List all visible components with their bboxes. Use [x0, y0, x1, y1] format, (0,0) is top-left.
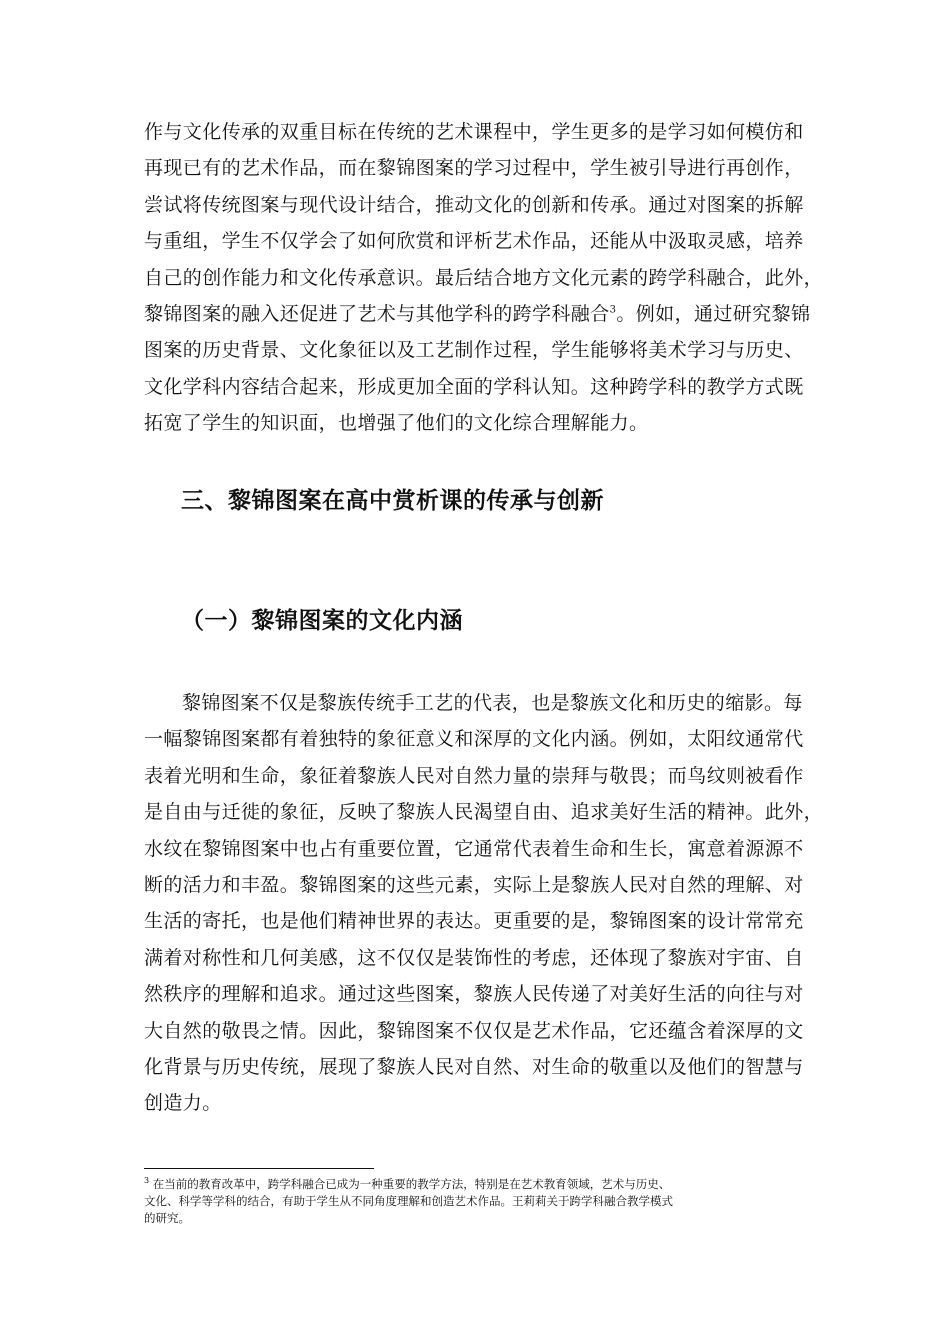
subsection-heading: （一）黎锦图案的文化内涵 — [181, 607, 463, 634]
footnote-reference[interactable]: 3 — [609, 304, 617, 316]
paragraph-line: 化背景与历史传统，展现了黎族人民对自然、对生命的敬重以及他们的智慧与 — [144, 1056, 804, 1079]
paragraph-line: 尝试将传统图案与现代设计结合，推动文化的创新和传承。通过对图案的拆解 — [144, 193, 804, 216]
section-heading: 三、黎锦图案在高中赏析课的传承与创新 — [181, 487, 604, 514]
paragraph-line: 图案的历史背景、文化象征以及工艺制作过程，学生能够将美术学习与历史、 — [144, 339, 804, 362]
paragraph-line: 水纹在黎锦图案中也占有重要位置，它通常代表着生命和生长，寓意着源源不 — [144, 837, 804, 860]
paragraph-text: 。例如，通过研究黎锦 — [616, 303, 811, 326]
footnote — [144, 1176, 808, 1227]
paragraph-line: 黎锦图案不仅是黎族传统手工艺的代表，也是黎族文化和历史的缩影。每 — [182, 692, 803, 714]
paragraph-line: 与重组，学生不仅学会了如何欣赏和评析艺术作品，还能从中汲取灵感，培养 — [144, 230, 804, 253]
paragraph-line: 然秩序的理解和追求。通过这些图案，黎族人民传递了对美好生活的向往与对 — [144, 983, 804, 1006]
footnote-text: 在当前的教育改革中，跨学科融合已成为一种重要的教学方法，特别是在艺术教育领域，艺术与历史、 — [149, 1177, 671, 1191]
paragraph-line: 是自由与迁徙的象征，反映了黎族人民渴望自由、追求美好生活的精神。此外， — [144, 801, 824, 824]
paragraph-line-with-footnote — [144, 296, 811, 332]
paragraph-line: 表着光明和生命，象征着黎族人民对自然力量的崇拜与敬畏；而鸟纹则被看作 — [144, 764, 804, 787]
paragraph-line: 大自然的敬畏之情。因此，黎锦图案不仅仅是艺术作品，它还蕴含着深厚的文 — [144, 1019, 804, 1042]
paragraph-line: 再现已有的艺术作品，而在黎锦图案的学习过程中，学生被引导进行再创作， — [144, 157, 804, 180]
paragraph-line: 拓宽了学生的知识面，也增强了他们的文化综合理解能力。 — [144, 412, 649, 435]
paragraph-line: 一幅黎锦图案都有着独特的象征意义和深厚的文化内涵。例如，太阳纹通常代 — [144, 728, 804, 751]
footnote-line: 的研究。 — [144, 1211, 190, 1225]
paragraph-line: 满着对称性和几何美感，这不仅仅是装饰性的考虑，还体现了黎族对宇宙、自 — [144, 946, 804, 969]
paragraph-line: 生活的寄托，也是他们精神世界的表达。更重要的是，黎锦图案的设计常常充 — [144, 910, 804, 933]
footnote-divider — [144, 1168, 374, 1169]
footnote-line — [144, 1176, 808, 1193]
paragraph-line: 文化学科内容结合起来，形成更加全面的学科认知。这种跨学科的教学方式既 — [144, 375, 804, 398]
paragraph-line: 自己的创作能力和文化传承意识。最后结合地方文化元素的跨学科融合，此外， — [144, 266, 824, 289]
paragraph-text: 黎锦图案的融入还促进了艺术与其他学科的跨学科融合 — [144, 303, 610, 326]
body-paragraph-1 — [144, 114, 824, 442]
footnote-line: 文化、科学等学科的结合，有助于学生从不同角度理解和创造艺术作品。王莉莉关于跨学科融合教学模式 — [144, 1194, 673, 1208]
body-paragraph-2 — [144, 685, 824, 1122]
footnote-number: 3 — [144, 1176, 150, 1186]
paragraph-line: 创造力。 — [144, 1092, 222, 1115]
paragraph-line: 断的活力和丰盈。黎锦图案的这些元素，实际上是黎族人民对自然的理解、对 — [144, 874, 804, 897]
paragraph-line: 作与文化传承的双重目标在传统的艺术课程中，学生更多的是学习如何模仿和 — [144, 121, 804, 143]
